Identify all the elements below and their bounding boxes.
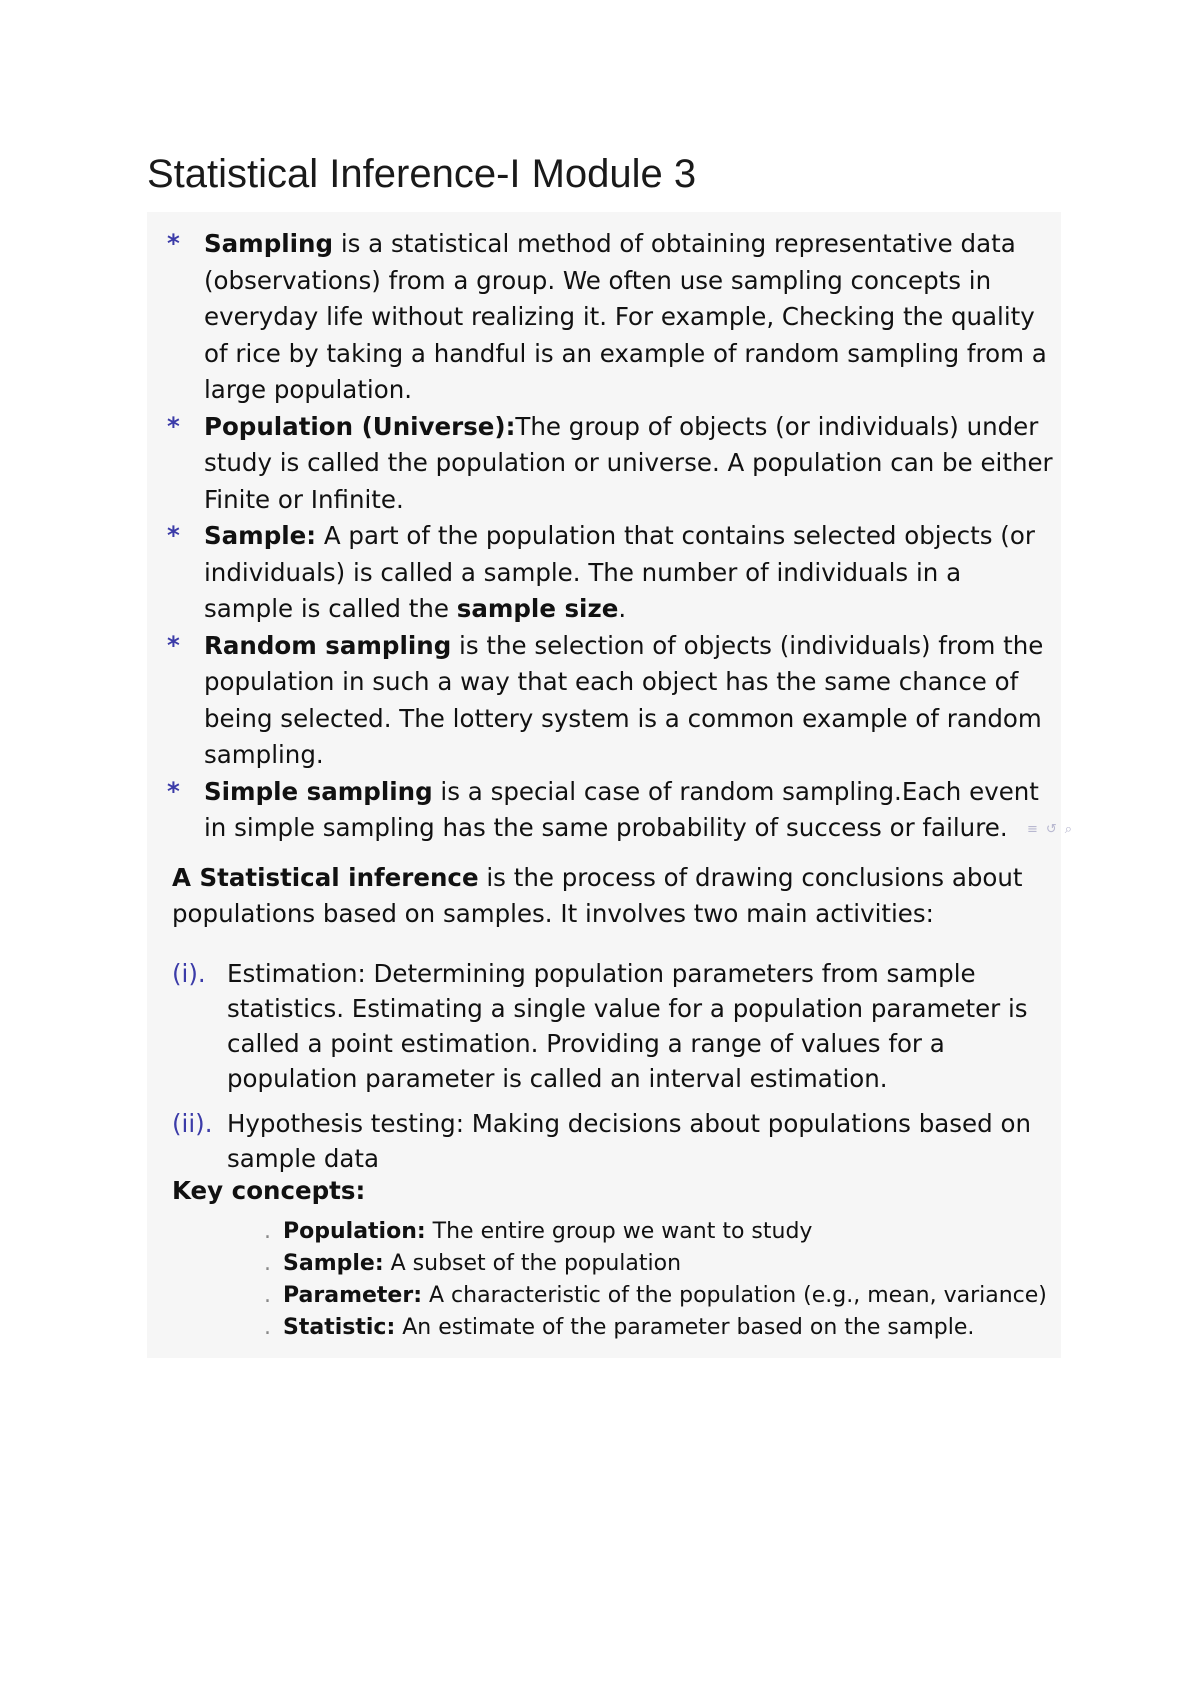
term-label: Sample: (204, 521, 317, 550)
slide-image (147, 212, 1081, 1358)
activity-text: Hypothesis testing: Making decisions about populations based on sample data (227, 1109, 1031, 1173)
list-item (172, 956, 1052, 1096)
term-label: Simple sampling (204, 776, 433, 806)
concept-text: A characteristic of the population (e.g., mean, variance) (422, 1283, 1047, 1308)
definition-text: A part of the population that contains selected objects (or individuals) is called a sample. The number of individuals in a sample is called the (204, 521, 1035, 623)
enum-label: (i). (172, 959, 206, 988)
term-label: Population (Universe): (204, 411, 516, 441)
concept-text: An estimate of the parameter based on the sample. (395, 1315, 975, 1340)
bullet-star: * (167, 776, 180, 806)
bullet-star: * (167, 630, 180, 660)
term-label: Sampling (204, 229, 334, 258)
definition-text: . (618, 594, 627, 623)
concept-text: A subset of the population (383, 1251, 682, 1276)
term-label: Sample: (283, 1251, 384, 1276)
definition-text: is the selection of objects (individuals) from the population in such a way that each object has the same chance of being selected. The lottery system is a common example of random sampling. (204, 630, 1044, 769)
list-item (167, 226, 1053, 409)
bullet-star: * (167, 521, 180, 550)
list-item (172, 1106, 1052, 1176)
term-label: Population: (283, 1219, 426, 1244)
list-icon: ≡ (1027, 822, 1046, 837)
bullet-dot: . (264, 1219, 271, 1244)
list-item (167, 774, 1053, 847)
enum-label: (ii). (172, 1109, 213, 1138)
activity-text: Estimation: Determining population parameters from sample statistics. Estimating a single value for a population parameter is called a point estimation. Providing a range of values for a population parameter is called an interval estimation. (227, 959, 1028, 1093)
key-concepts-heading: Key concepts: (172, 1176, 366, 1205)
definition-list (167, 226, 1053, 847)
bullet-dot: . (264, 1283, 271, 1308)
definition-text: is a special case of random sampling.Each event in simple sampling has the same probability of success or failure. (204, 776, 1039, 842)
term-label: Statistic: (283, 1315, 396, 1340)
slide-nav-icons (1027, 822, 1080, 837)
bullet-star: * (167, 411, 180, 441)
activities-list (172, 956, 1052, 1186)
list-item (167, 628, 1053, 774)
term-label: Parameter: (283, 1283, 423, 1308)
undo-search-icon: ↺⌕ (1045, 822, 1081, 837)
inference-paragraph (172, 860, 1052, 932)
list-item (264, 1216, 1054, 1248)
list-item (167, 409, 1053, 519)
paragraph-text: is the process of drawing conclusions about populations based on samples. It involves two main activities: (172, 863, 1023, 928)
term-label: A Statistical inference (172, 863, 479, 892)
definition-text: is a statistical method of obtaining representative data (observations) from a group. We often use sampling concepts in everyday life without realizing it. For example, Checking the quality of rice by taking a handful is an example of random sampling from a large population. (204, 229, 1047, 404)
bullet-dot: . (264, 1251, 271, 1276)
list-item (264, 1312, 1054, 1344)
bullet-star: * (167, 229, 180, 258)
list-item (264, 1280, 1054, 1312)
document-title: Statistical Inference-I Module 3 (147, 152, 697, 196)
definition-text: The group of objects (or individuals) under study is called the population or universe. A population can be either Finite or Infinite. (204, 411, 1053, 514)
key-concepts-list (264, 1216, 1054, 1344)
term-label: Random sampling (204, 630, 452, 660)
term-label: sample size (456, 594, 619, 623)
concept-text: The entire group we want to study (425, 1219, 813, 1244)
list-item (167, 518, 1053, 628)
bullet-dot: . (264, 1315, 271, 1340)
list-item (264, 1248, 1054, 1280)
